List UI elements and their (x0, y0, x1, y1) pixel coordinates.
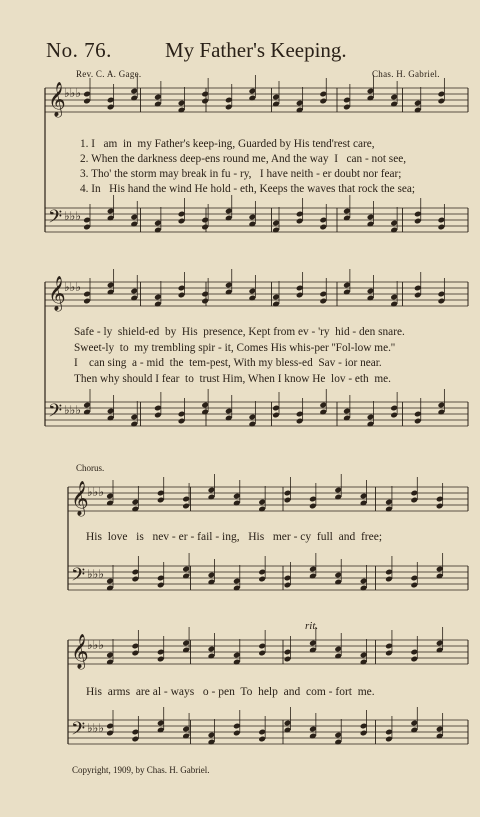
verse-2-line-1: 2. When the darkness deep-ens round me, And the way I can - not see, (80, 153, 407, 165)
composer-credit: Chas. H. Gabriel. (372, 69, 440, 79)
key-signature-flats: ♭♭♭ (87, 485, 104, 499)
verse-2-line-2: Sweet-ly to my trembling spir - it, Comes His whis-per ''Fol-low me.'' (74, 342, 395, 354)
verse-3-line-2: I can sing a - mid the tem-pest, With my bless-ed Sav - ior near. (74, 357, 382, 369)
system-3-treble-clef: 𝄞 (71, 481, 89, 516)
chorus-label: Chorus. (76, 463, 105, 473)
verse-1-line-1: 1. I am in my Father's keep-ing, Guarded by His tend'rest care, (80, 138, 375, 150)
verse-3-line-1: 3. Tho' the storm may break in fu - ry, I have neith - er doubt nor fear; (80, 168, 402, 180)
verse-4-line-2: Then why should I fear to trust Him, When I know He lov - eth me. (74, 373, 391, 385)
key-signature-flats: ♭♭♭ (64, 403, 81, 417)
chorus-line-2: His arms are al - ways o - pen To help and com - fort me. (86, 686, 375, 698)
chorus-line-1: His love is nev - er - fail - ing, His mer - cy full and free; (86, 531, 383, 543)
system-4-bass-clef: 𝄢 (71, 719, 86, 744)
verse-1-line-2: Safe - ly shield-ed by His presence, Kept from ev - 'ry hid - den snare. (74, 326, 405, 338)
key-signature-flats: ♭♭♭ (64, 86, 81, 100)
system-2-bass-clef: 𝄢 (48, 401, 63, 426)
hymn-number: No. 76. (46, 38, 112, 62)
copyright-notice: Copyright, 1909, by Chas. H. Gabriel. (72, 765, 210, 775)
ritardando-mark: rit. (305, 620, 319, 632)
key-signature-flats: ♭♭♭ (87, 567, 104, 581)
key-signature-flats: ♭♭♭ (64, 280, 81, 294)
system-4-treble-clef: 𝄞 (71, 634, 89, 669)
system-1-treble-clef: 𝄞 (48, 82, 66, 117)
hymn-title: My Father's Keeping. (165, 38, 347, 62)
key-signature-flats: ♭♭♭ (64, 209, 81, 223)
system-1-bass-clef: 𝄢 (48, 207, 63, 232)
verse-4-line-1: 4. In His hand the wind He hold - eth, Keeps the waves that rock the sea; (80, 183, 416, 195)
system-3-bass-clef: 𝄢 (71, 565, 86, 590)
author-credit: Rev. C. A. Gage. (76, 69, 142, 79)
key-signature-flats: ♭♭♭ (87, 638, 104, 652)
system-2-treble-clef: 𝄞 (48, 276, 66, 311)
key-signature-flats: ♭♭♭ (87, 721, 104, 735)
